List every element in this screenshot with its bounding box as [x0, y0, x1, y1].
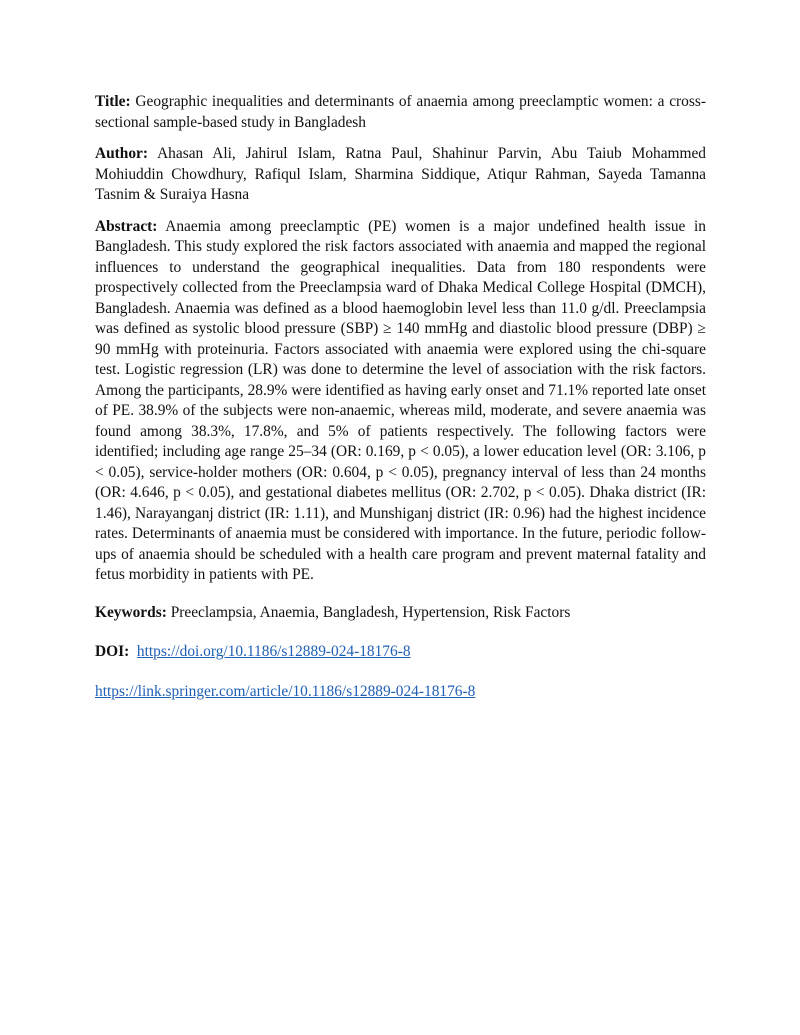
springer-link-paragraph [95, 682, 706, 703]
doi-link[interactable]: https://doi.org/10.1186/s12889-024-18176-8 [136, 643, 411, 660]
abstract-label: Abstract: [95, 217, 158, 235]
keywords-paragraph [95, 603, 706, 624]
author-label: Author: [95, 145, 149, 162]
author-text: Ahasan Ali, Jahirul Islam, Ratna Paul, Shahinur Parvin, Abu Taiub Mohammed Mohiuddin Chowdhury, Rafiqul Islam, Sharmina Siddique, Atiqur Rahman, Sayeda Tamanna Tasnim & Suraiya Hasna [95, 145, 707, 203]
keywords-label: Keywords: [95, 603, 167, 621]
springer-link[interactable]: https://link.springer.com/article/10.1186/s12889-024-18176-8 [95, 682, 476, 700]
title-text: Geographic inequalities and determinants of anaemia among preeclamptic women: a cross-sectional sample-based study in Bangladesh [95, 93, 706, 131]
doi-label: DOI: [95, 643, 130, 660]
abstract-paragraph [95, 217, 706, 586]
keywords-text: Preeclampsia, Anaemia, Bangladesh, Hypertension, Risk Factors [170, 603, 571, 621]
abstract-text: Anaemia among preeclamptic (PE) women is a major undefined health issue in Bangladesh. This study explored the risk factors associated with anaemia and mapped the regional influences to understand the geographical inequalities. Data from 180 respondents were prospectively collected from the Preeclampsia ward of Dhaka Medical College Hospital (DMCH), Bangladesh. Anaemia was defined as a blood haemoglobin level less than 11.0 g/dl. Preeclampsia was defined as systolic blood pressure (SBP) ≥ 140 mmHg and diastolic blood pressure (DBP) ≥ 90 mmHg with proteinuria. Factors associated with anaemia were explored using the chi-square test. Logistic regression (LR) was done to determine the level of association with the risk factors. Among the participants, 28.9% were identified as having early onset and 71.1% reported late onset of PE. 38.9% of the subjects were non-anaemic, whereas mild, moderate, and severe anaemia was found among 38.3%, 17.8%, and 5% of patients respectively. The following factors were identified; including age range 25–34 (OR: 0.169, p < 0.05), a lower education level (OR: 3.106, p < 0.05), service-holder mothers (OR: 0.604, p < 0.05), pregnancy interval of less than 24 months (OR: 4.646, p < 0.05), and gestational diabetes mellitus (OR: 2.702, p < 0.05). Dhaka district (IR: 1.46), Narayanganj district (IR: 1.11), and Munshiganj district (IR: 0.96) had the highest incidence rates. Determinants of anaemia must be considered with importance. In the future, periodic follow-ups of anaemia should be scheduled with a health care program and prevent maternal fatality and fetus morbidity in patients with PE. [95, 217, 706, 583]
author-paragraph [95, 144, 706, 206]
title-label: Title: [95, 93, 131, 110]
document-page [95, 92, 706, 713]
title-paragraph [95, 92, 706, 133]
doi-paragraph [95, 642, 706, 663]
